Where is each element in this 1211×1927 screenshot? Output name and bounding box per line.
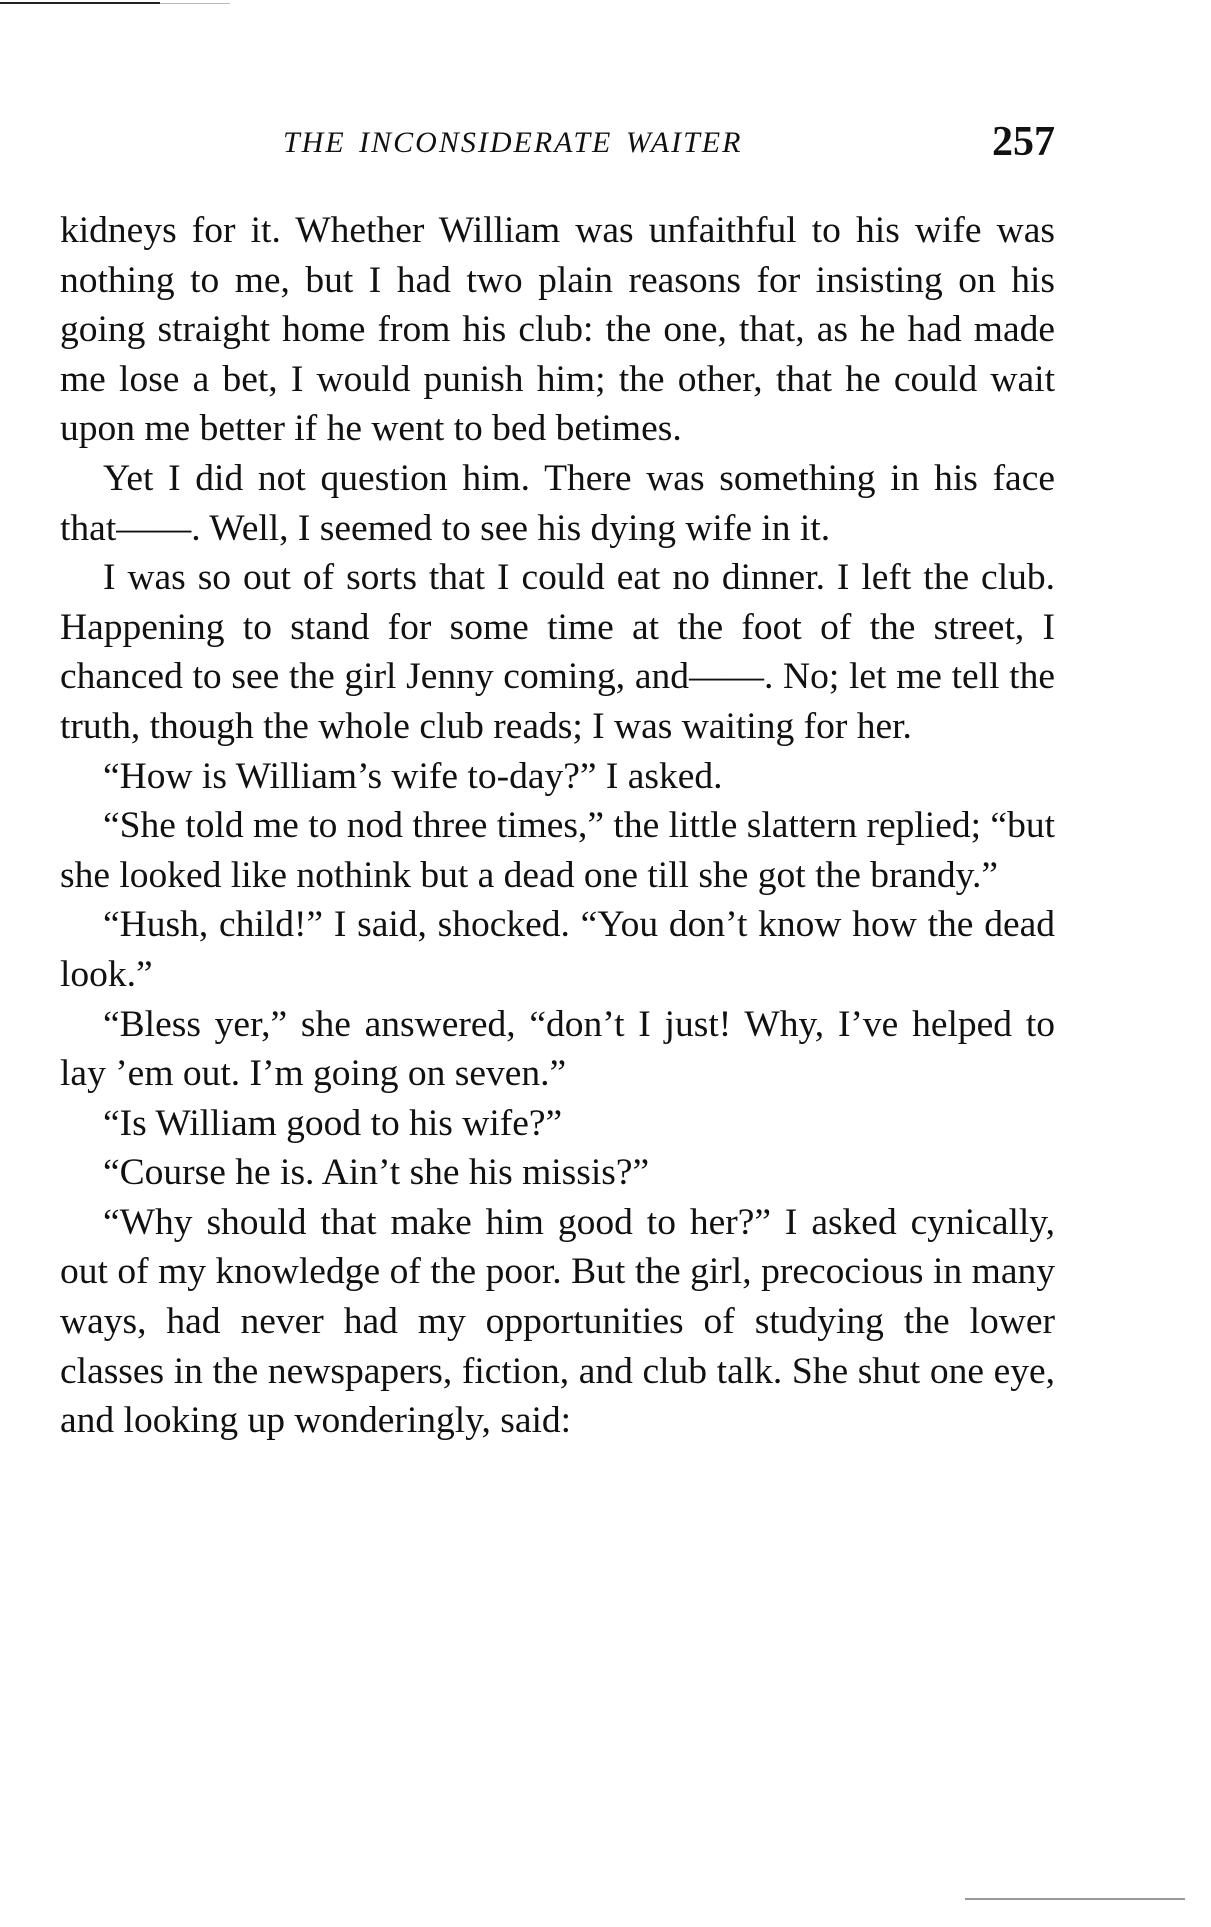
paragraph: “How is William’s wife to-day?” I asked. [103, 755, 723, 797]
paragraph: kidneys for it. Whether William was unfaithful to his wife was nothing to me, but I had two plain reasons for insisting on his going straight home from his club: the one, that, as he had made me lose a bet, I would punish him; the other, that he could wait upon me better if he went to bed betimes. [60, 210, 1055, 450]
paragraph: “Course he is. Ain’t she his missis?” [103, 1152, 650, 1194]
running-head: THE INCONSIDERATE WAITER [283, 126, 743, 159]
paragraph: “Why should that make him good to her?” I asked cynically, out of my knowledge of the poor. But the girl, precocious in many ways, had never had my opportunities of studying the lower classes in the newspapers, fiction, and club talk. She shut one eye, and looking up wonderingly, said: [60, 1201, 1055, 1442]
paragraph: “Hush, child!” I said, shocked. “You don’t know how the dead look.” [60, 904, 1055, 995]
paragraph: Yet I did not question him. There was something in his face that——. Well, I seemed to see his dying wife in it. [60, 457, 1055, 549]
top-edge-rule-faint [160, 3, 230, 4]
paragraph: “She told me to nod three times,” the little slattern replied; “but she looked like nothink but a dead one till she got the brandy.” [60, 805, 1055, 896]
page-header [60, 118, 1055, 168]
top-edge-rule [0, 2, 160, 4]
body-text [60, 206, 1055, 1446]
bottom-edge-rule [965, 1898, 1185, 1900]
page-number: 257 [992, 119, 1055, 165]
paragraph: “Bless yer,” she answered, “don’t I just! Why, I’ve helped to lay ’em out. I’m going on seven.” [60, 1003, 1055, 1095]
paragraph: I was so out of sorts that I could eat no dinner. I left the club. Happening to stand for some time at the foot of the street, I chanced to see the girl Jenny coming, and——. No; let me tell the truth, though the whole club reads; I was waiting for her. [60, 557, 1055, 747]
paragraph: “Is William good to his wife?” [103, 1102, 563, 1144]
